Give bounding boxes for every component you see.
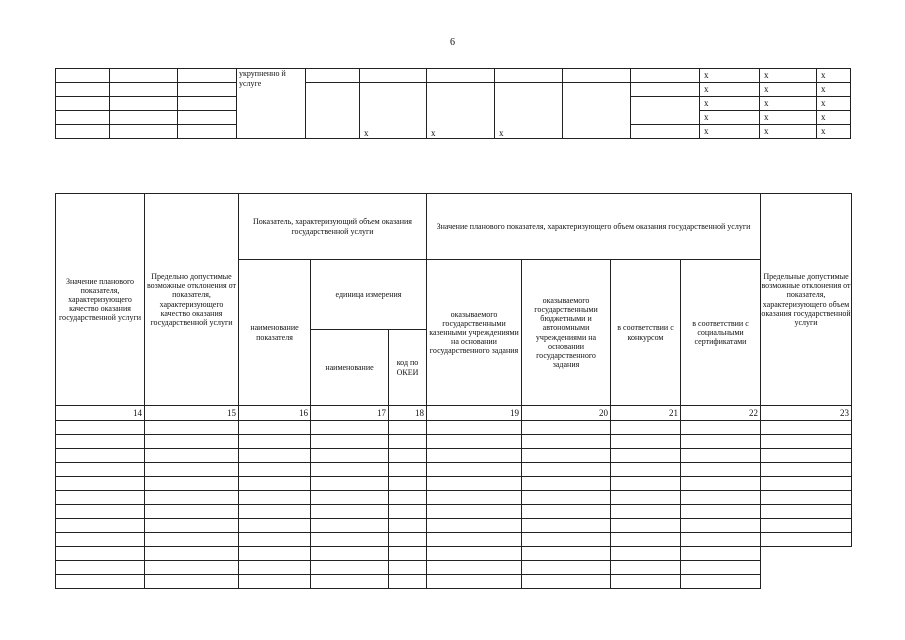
- table-cell: [761, 491, 852, 505]
- table-cell: [522, 575, 611, 589]
- table-row: [56, 435, 852, 449]
- col-number: 18: [389, 406, 427, 421]
- table-row: [56, 505, 852, 519]
- table-cell: [427, 435, 522, 449]
- x-mark: х: [760, 97, 817, 111]
- table-cell: [311, 519, 389, 533]
- table-cell: [522, 477, 611, 491]
- col-number: 17: [311, 406, 389, 421]
- table-cell: [239, 491, 311, 505]
- table-cell: [522, 533, 611, 547]
- header-planned-volume: Значение планового показателя, характеризующего объем оказания государственной услуги: [427, 194, 761, 260]
- table-cell: [427, 491, 522, 505]
- table-cell: [611, 421, 681, 435]
- col-number: 16: [239, 406, 311, 421]
- table-cell: [389, 421, 427, 435]
- x-mark: х: [817, 69, 851, 83]
- table-cell: [522, 449, 611, 463]
- top-table-label: укрупненно й услуге: [237, 69, 306, 139]
- header-unit: единица измерения: [311, 260, 427, 330]
- table-cell: [239, 575, 311, 589]
- x-mark: х: [760, 111, 817, 125]
- page-number: 6: [450, 37, 455, 48]
- table-cell: [761, 421, 852, 435]
- table-row: [56, 519, 852, 533]
- table-cell: [239, 463, 311, 477]
- table-cell: [239, 477, 311, 491]
- table-cell: [522, 505, 611, 519]
- header-unit-name: наименование: [311, 330, 389, 406]
- table-cell: [56, 491, 145, 505]
- table-cell: [145, 449, 239, 463]
- table-cell: [611, 491, 681, 505]
- table-cell: [681, 519, 761, 533]
- table-cell: [681, 421, 761, 435]
- table-cell: [145, 561, 239, 575]
- x-mark: х: [817, 111, 851, 125]
- table-cell: [56, 575, 145, 589]
- table-row: [56, 561, 852, 575]
- table-cell: [239, 519, 311, 533]
- table-cell: [56, 519, 145, 533]
- table-cell: [239, 449, 311, 463]
- x-mark: х: [360, 83, 427, 139]
- x-mark: х: [760, 83, 817, 97]
- table-cell: [56, 547, 145, 561]
- table-cell: [145, 477, 239, 491]
- table-cell: [145, 463, 239, 477]
- table-cell: [311, 421, 389, 435]
- header-volume-deviation: Предельные допустимые возможные отклонения от показателя, характеризующего объем оказания государственной услуги: [761, 194, 852, 406]
- blank-area: [761, 561, 852, 575]
- x-mark: х: [700, 125, 760, 139]
- table-cell: [761, 505, 852, 519]
- table-row: [56, 533, 852, 547]
- table-row: [56, 463, 852, 477]
- table-cell: [389, 519, 427, 533]
- top-table: [55, 68, 851, 139]
- table-cell: [145, 575, 239, 589]
- table-cell: [311, 463, 389, 477]
- table-row: [56, 575, 852, 589]
- table-cell: [56, 421, 145, 435]
- table-row: [56, 477, 852, 491]
- table-cell: [761, 435, 852, 449]
- table-cell: [611, 505, 681, 519]
- table-cell: [681, 477, 761, 491]
- col-number: 19: [427, 406, 522, 421]
- table-cell: [522, 547, 611, 561]
- table-cell: [611, 533, 681, 547]
- header-indicator-name: наименование показателя: [239, 260, 311, 406]
- table-cell: [681, 533, 761, 547]
- x-mark: х: [817, 125, 851, 139]
- table-cell: [427, 561, 522, 575]
- table-cell: [389, 449, 427, 463]
- table-cell: [681, 491, 761, 505]
- col-number: 23: [761, 406, 852, 421]
- table-cell: [522, 435, 611, 449]
- col-number: 14: [56, 406, 145, 421]
- table-cell: [611, 561, 681, 575]
- table-cell: [145, 547, 239, 561]
- table-cell: [311, 547, 389, 561]
- table-cell: [389, 505, 427, 519]
- col-number: 22: [681, 406, 761, 421]
- table-cell: [311, 575, 389, 589]
- x-mark: х: [700, 83, 760, 97]
- table-row: [56, 449, 852, 463]
- table-cell: [145, 519, 239, 533]
- table-cell: [611, 463, 681, 477]
- table-cell: [611, 435, 681, 449]
- table-cell: [311, 449, 389, 463]
- table-cell: [56, 533, 145, 547]
- x-mark: х: [427, 83, 495, 139]
- column-numbers-row: [56, 406, 852, 421]
- table-cell: [145, 435, 239, 449]
- table-cell: [56, 449, 145, 463]
- table-cell: [389, 533, 427, 547]
- table-row: [56, 491, 852, 505]
- table-cell: [681, 463, 761, 477]
- table-cell: [311, 491, 389, 505]
- volume-quality-table: [55, 193, 852, 589]
- table-cell: [761, 449, 852, 463]
- table-cell: [761, 463, 852, 477]
- x-mark: х: [700, 111, 760, 125]
- table-cell: [427, 463, 522, 477]
- table-cell: [311, 533, 389, 547]
- table-cell: [761, 533, 852, 547]
- blank-area: [761, 547, 852, 561]
- table-cell: [522, 463, 611, 477]
- header-quality-value: Значение планового показателя, характеризующего качество оказания государственной услуги: [56, 194, 145, 406]
- header-volume-indicator: Показатель, характеризующий объем оказания государственной услуги: [239, 194, 427, 260]
- x-mark: х: [495, 83, 563, 139]
- table-cell: [427, 477, 522, 491]
- table-cell: [145, 505, 239, 519]
- header-certificates: в соответствии с социальными сертификатами: [681, 260, 761, 406]
- table-cell: [427, 505, 522, 519]
- table-cell: [611, 519, 681, 533]
- table-cell: [427, 547, 522, 561]
- x-mark: х: [760, 69, 817, 83]
- table-cell: [56, 477, 145, 491]
- table-cell: [427, 519, 522, 533]
- table-cell: [427, 533, 522, 547]
- table-cell: [522, 561, 611, 575]
- x-mark: х: [700, 69, 760, 83]
- table-cell: [311, 561, 389, 575]
- table-cell: [311, 477, 389, 491]
- col-number: 21: [611, 406, 681, 421]
- table-cell: [389, 547, 427, 561]
- table-cell: [239, 421, 311, 435]
- table-cell: [681, 505, 761, 519]
- table-cell: [681, 575, 761, 589]
- table-cell: [761, 519, 852, 533]
- table-cell: [611, 449, 681, 463]
- table-cell: [389, 491, 427, 505]
- header-state-institutions: оказываемого государственными казенными учреждениями на основании государственного задания: [427, 260, 522, 406]
- table-cell: [145, 533, 239, 547]
- table-cell: [56, 463, 145, 477]
- table-cell: [239, 561, 311, 575]
- table-cell: [427, 449, 522, 463]
- table-cell: [239, 505, 311, 519]
- blank-area: [761, 575, 852, 589]
- table-cell: [311, 505, 389, 519]
- table-cell: [239, 435, 311, 449]
- table-cell: [681, 547, 761, 561]
- table-row: [56, 421, 852, 435]
- table-cell: [611, 477, 681, 491]
- table-row: [56, 547, 852, 561]
- table-cell: [611, 575, 681, 589]
- table-cell: [681, 561, 761, 575]
- x-mark: х: [760, 125, 817, 139]
- header-okei: код по ОКЕИ: [389, 330, 427, 406]
- header-contest: в соответствии с конкурсом: [611, 260, 681, 406]
- table-cell: [761, 477, 852, 491]
- table-cell: [56, 435, 145, 449]
- table-cell: [389, 575, 427, 589]
- x-mark: х: [817, 97, 851, 111]
- table-cell: [389, 435, 427, 449]
- table-cell: [681, 449, 761, 463]
- x-mark: х: [817, 83, 851, 97]
- table-cell: [56, 561, 145, 575]
- table-cell: [56, 505, 145, 519]
- col-number: 20: [522, 406, 611, 421]
- header-quality-deviation: Предельно допустимые возможные отклонения от показателя, характеризующего качество оказания государственной услуги: [145, 194, 239, 406]
- table-cell: [389, 561, 427, 575]
- table-cell: [522, 421, 611, 435]
- table-cell: [145, 491, 239, 505]
- table-cell: [239, 547, 311, 561]
- table-cell: [239, 533, 311, 547]
- table-cell: [427, 575, 522, 589]
- table-cell: [427, 421, 522, 435]
- table-cell: [611, 547, 681, 561]
- col-number: 15: [145, 406, 239, 421]
- header-budget-institutions: оказываемого государственными бюджетными и автономными учреждениями на основании государственного задания: [522, 260, 611, 406]
- table-cell: [389, 477, 427, 491]
- x-mark: х: [700, 97, 760, 111]
- table-cell: [681, 435, 761, 449]
- table-cell: [311, 435, 389, 449]
- table-cell: [145, 421, 239, 435]
- table-cell: [389, 463, 427, 477]
- table-cell: [522, 491, 611, 505]
- table-cell: [522, 519, 611, 533]
